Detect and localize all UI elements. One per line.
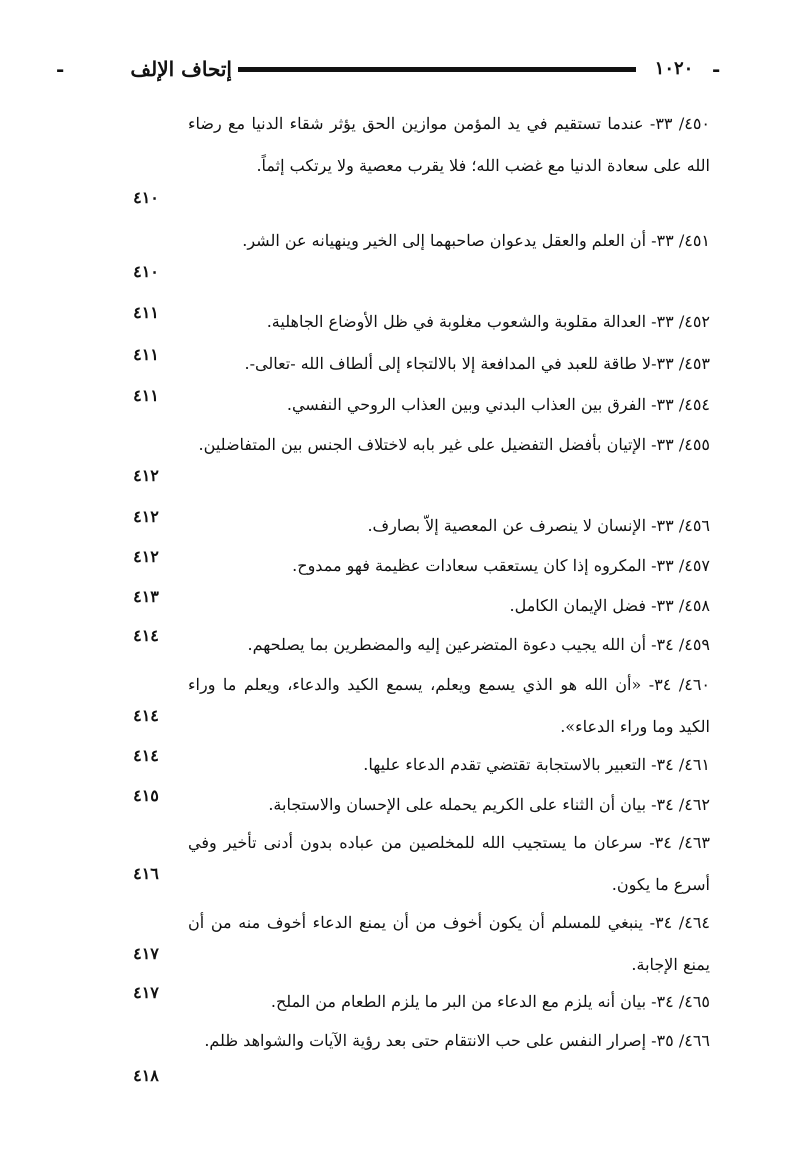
entry-text: ٤٥٤/ ٣٣- الفرق بين العذاب البدني وبين العذاب الروحي النفسي. — [286, 395, 710, 414]
entry-page-ref: ٤١٧ — [133, 983, 159, 1002]
entry-page-ref: ٤١٨ — [133, 1066, 159, 1085]
entry-text: ٤٥٠/ ٣٣- عندما تستقيم في يد المؤمن موازين الحق يؤثر شقاء الدنيا مع رضاء الله على سعادة الدنيا مع غضب الله؛ فلا يقرب معصية ولا يرتكب إثماً. — [188, 114, 710, 175]
entry-page-ref: ٤١٠ — [133, 262, 159, 281]
entry-text: ٤٥٩/ ٣٤- أن الله يجيب دعوة المتضرعين إليه والمضطرين بما يصلحهم. — [247, 635, 710, 654]
entry-text: ٤٦٦/ ٣٥- إصرار النفس على حب الانتقام حتى بعد رؤية الآيات والشواهد ظلم. — [204, 1031, 710, 1050]
entry-text: ٤٥٨/ ٣٣- فضل الإيمان الكامل. — [509, 596, 710, 615]
page-number: ١٠٢٠ — [654, 58, 694, 79]
book-title: إتحاف الإلف — [130, 57, 232, 81]
entry-page-ref: ٤١٤ — [133, 626, 159, 645]
entry-page-ref: ٤١٦ — [133, 864, 159, 883]
entry-text: ٤٦١/ ٣٤- التعبير بالاستجابة تقتضي تقدم الدعاء عليها. — [363, 755, 710, 774]
header-dash-right: - — [712, 57, 721, 81]
entry-page-ref: ٤١٧ — [133, 944, 159, 963]
entry-page-ref: ٤١٤ — [133, 706, 159, 725]
entry-text: ٤٥٦/ ٣٣- الإنسان لا ينصرف عن المعصية إلاّ بصارف. — [367, 516, 710, 535]
entry-text: ٤٦٤/ ٣٤- ينبغي للمسلم أن يكون أخوف من أن يمنع الدعاء أخوف منه من أن يمنع الإجابة. — [188, 913, 710, 974]
entry-page-ref: ٤١٣ — [133, 587, 159, 606]
entry-page-ref: ٤١٢ — [133, 507, 159, 526]
entry-text: ٤٥٧/ ٣٣- المكروه إذا كان يستعقب سعادات عظيمة فهو ممدوح. — [292, 556, 710, 575]
entry-text: ٤٥٥/ ٣٣- الإتيان بأفضل التفضيل على غير بابه لاختلاف الجنس بين المتفاضلين. — [198, 435, 710, 454]
entry-text: ٤٥٣/ ٣٣-لا طاقة للعبد في المدافعة إلا بالالتجاء إلى ألطاف الله -تعالى-. — [244, 354, 710, 373]
entry-text: ٤٥١/ ٣٣- أن العلم والعقل يدعوان صاحبهما إلى الخير وينهيانه عن الشر. — [242, 231, 710, 250]
entry-text: ٤٦٥/ ٣٤- بيان أنه يلزم مع الدعاء من البر ما يلزم الطعام من الملح. — [270, 992, 710, 1011]
entry-page-ref: ٤١٠ — [133, 188, 159, 207]
entry-page-ref: ٤١١ — [133, 303, 159, 322]
entry-page-ref: ٤١١ — [133, 345, 159, 364]
entry-page-ref: ٤١٥ — [133, 786, 159, 805]
header-dash-left: - — [56, 57, 65, 81]
entry-page-ref: ٤١١ — [133, 386, 159, 405]
entry-text: ٤٦٣/ ٣٤- سرعان ما يستجيب الله للمخلصين من عباده بدون أدنى تأخير وفي أسرع ما يكون. — [188, 833, 711, 894]
entry-page-ref: ٤١٢ — [133, 547, 159, 566]
entry-page-ref: ٤١٢ — [133, 466, 159, 485]
entry-text: ٤٥٢/ ٣٣- العدالة مقلوبة والشعوب مغلوبة في ظل الأوضاع الجاهلية. — [266, 312, 710, 331]
entry-text: ٤٦٠/ ٣٤- «أن الله هو الذي يسمع ويعلم، يسمع الكيد والدعاء، ويعلم ما وراء الكيد وما وراء الدعاء». — [188, 675, 710, 736]
entry-text: ٤٦٢/ ٣٤- بيان أن الثناء على الكريم يحمله على الإحسان والاستجابة. — [268, 795, 710, 814]
entry-page-ref: ٤١٤ — [133, 746, 159, 765]
